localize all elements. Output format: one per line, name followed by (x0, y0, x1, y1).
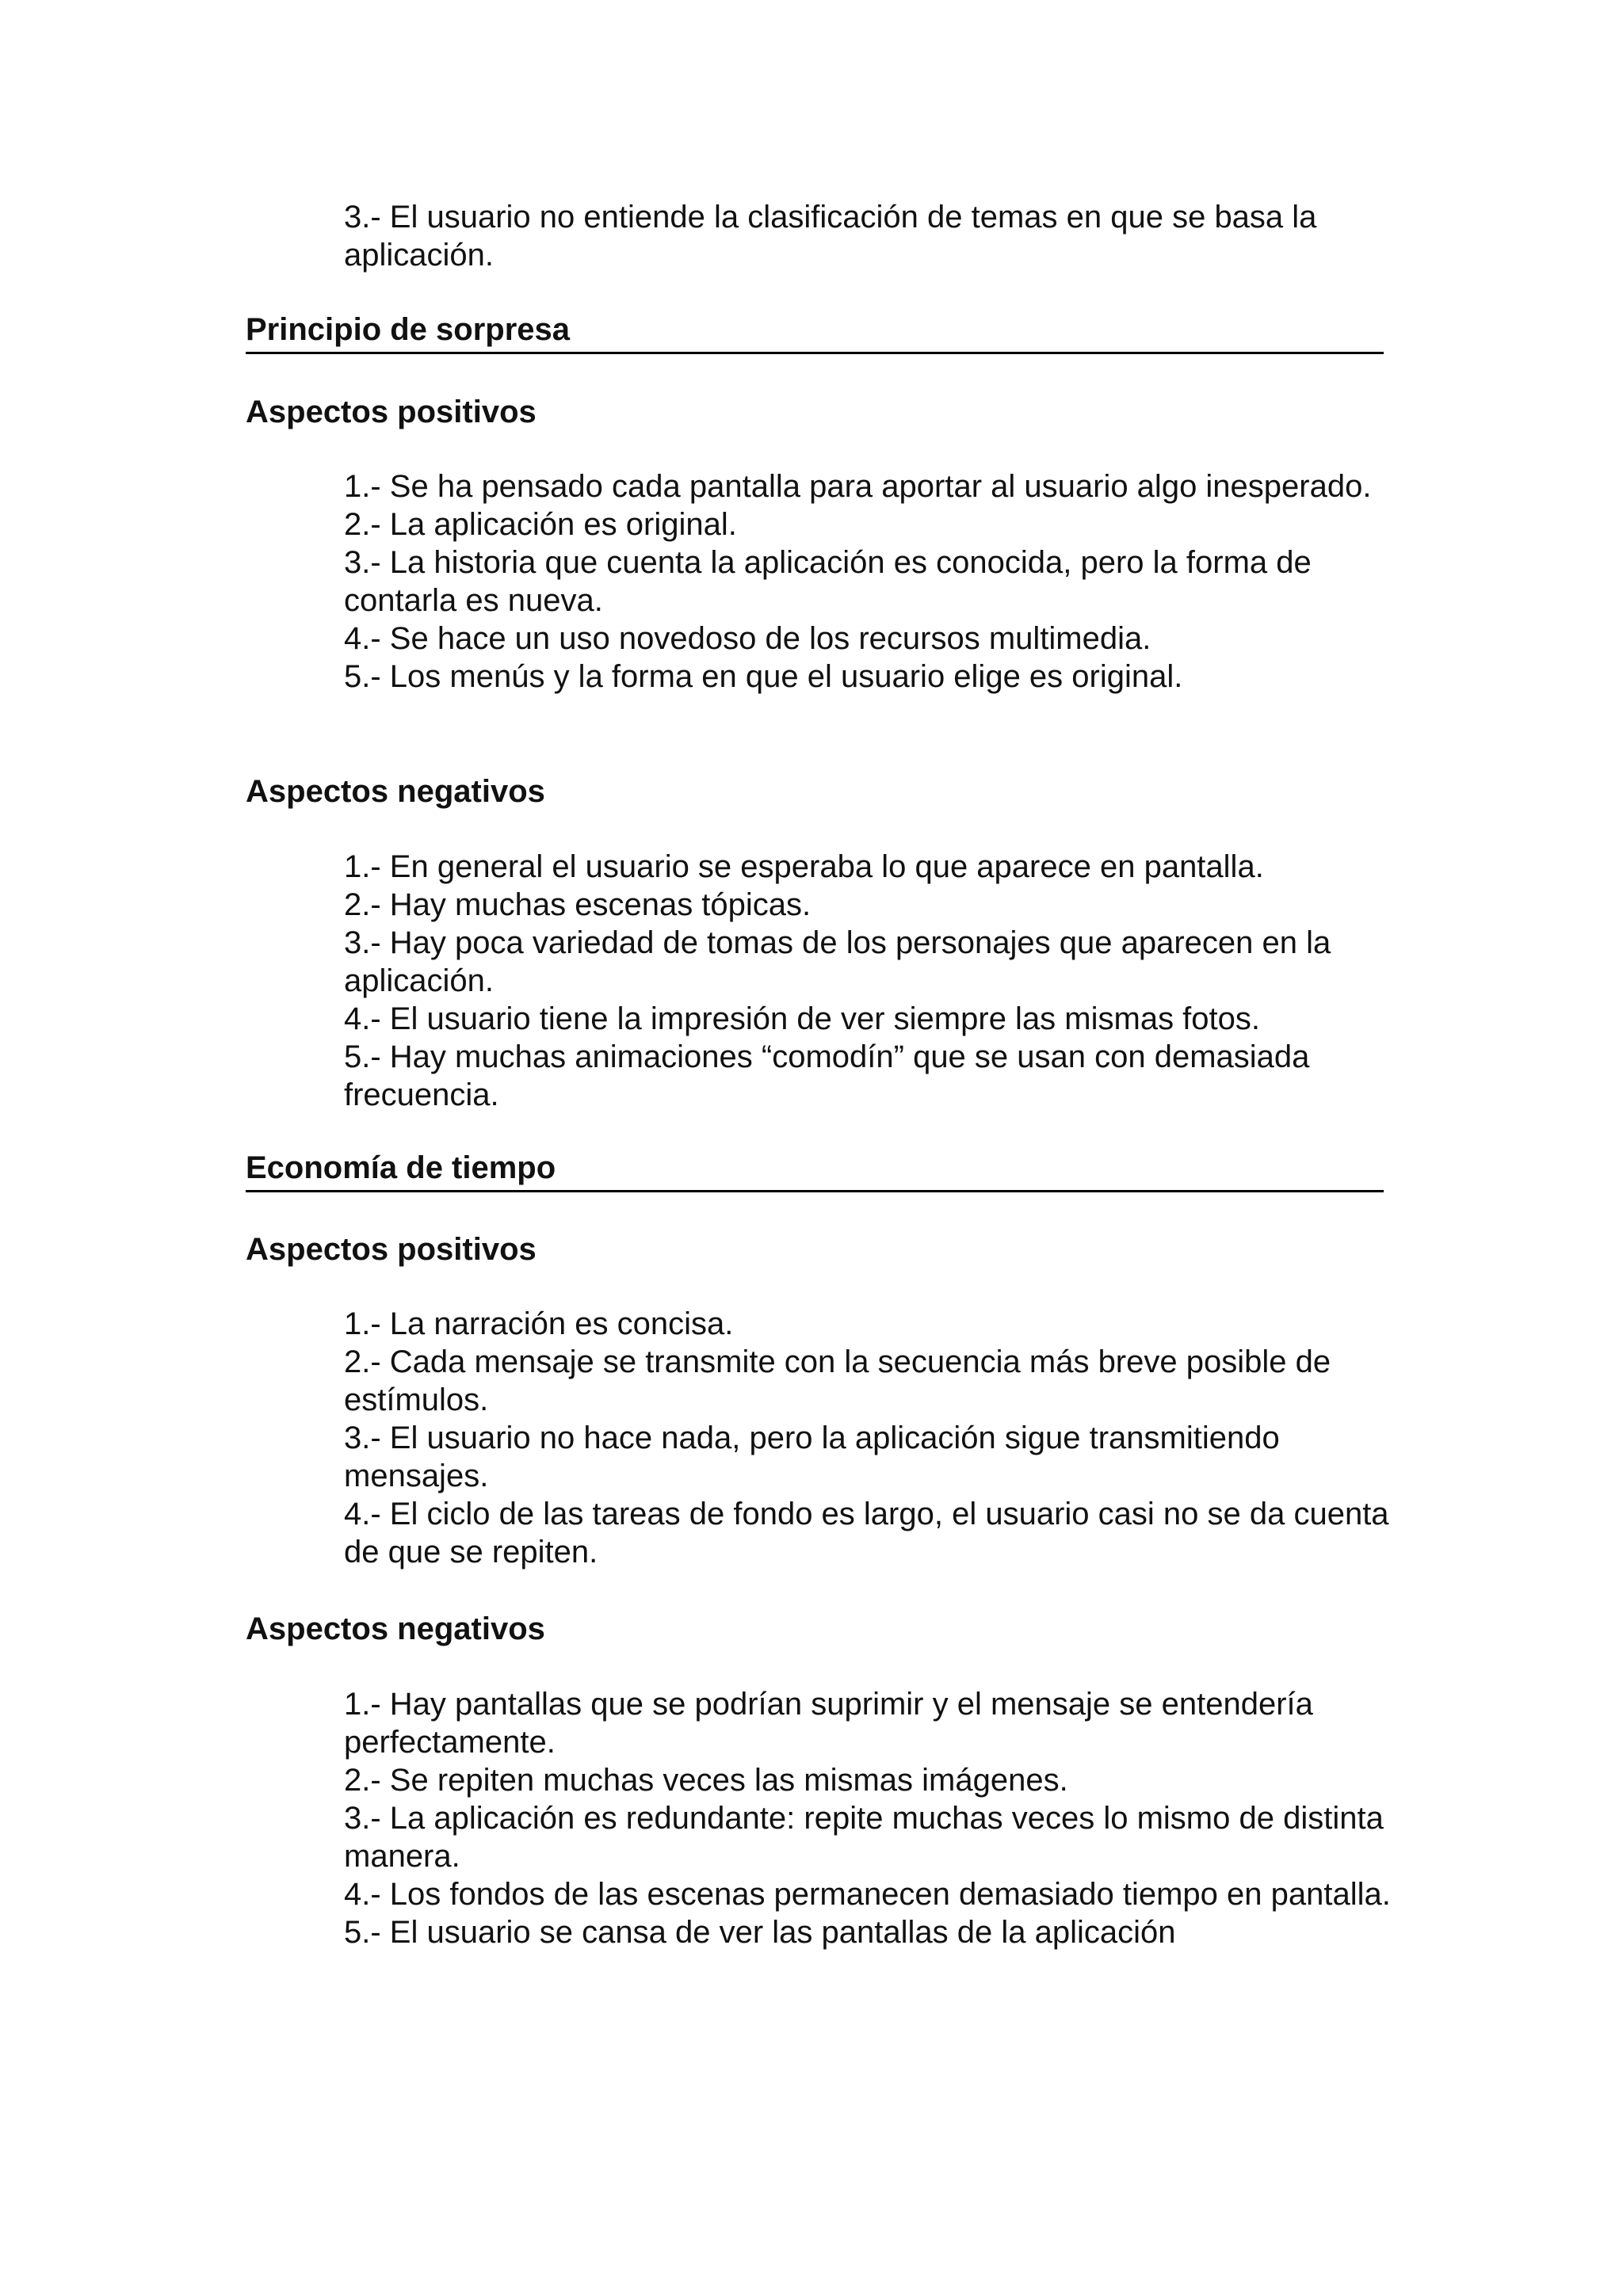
list-item: 3.- La historia que cuenta la aplicación es conocida, pero la forma de contarla es nueva. (344, 545, 1312, 618)
heading-negative-sorpresa: Aspectos negativos (246, 774, 545, 809)
list-positive-economia (344, 1305, 1398, 1571)
list-item: 2.- Hay muchas escenas tópicas. (344, 887, 812, 922)
list-item: 1.- La narración es concisa. (344, 1306, 734, 1341)
list-item: 4.- Los fondos de las escenas permanecen demasiado tiempo en pantalla. (344, 1877, 1391, 1912)
list-item: 2.- Cada mensaje se transmite con la secuencia más breve posible de estímulos. (344, 1344, 1331, 1417)
list-item: 1.- En general el usuario se esperaba lo que aparece en pantalla. (344, 849, 1264, 884)
section-title-economia: Economía de tiempo (246, 1149, 1384, 1192)
list-item: 3.- El usuario no entiende la clasificación de temas en que se basa la aplicación. (344, 200, 1317, 273)
list-item: 1.- Hay pantallas que se podrían suprimir y el mensaje se entendería perfectamente. (344, 1687, 1313, 1760)
intro-list (344, 198, 1398, 274)
list-item: 2.- Se repiten muchas veces las mismas imágenes. (344, 1763, 1068, 1798)
heading-positive-economia: Aspectos positivos (246, 1232, 537, 1267)
list-negative-sorpresa (344, 848, 1398, 1114)
list-item: 1.- Se ha pensado cada pantalla para aportar al usuario algo inesperado. (344, 469, 1372, 504)
list-negative-economia (344, 1685, 1398, 1951)
list-item: 5.- El usuario se cansa de ver las pantallas de la aplicación (344, 1915, 1176, 1950)
list-item: 3.- La aplicación es redundante: repite muchas veces lo mismo de distinta manera. (344, 1801, 1384, 1874)
list-item: 2.- La aplicación es original. (344, 507, 737, 542)
list-item: 4.- El ciclo de las tareas de fondo es largo, el usuario casi no se da cuenta de que se repiten. (344, 1497, 1389, 1569)
list-positive-sorpresa (344, 467, 1398, 696)
section-title-sorpresa: Principio de sorpresa (246, 311, 1384, 354)
list-item: 3.- Hay poca variedad de tomas de los personajes que aparecen en la aplicación. (344, 925, 1331, 998)
list-item: 4.- El usuario tiene la impresión de ver siempre las mismas fotos. (344, 1001, 1261, 1036)
list-item: 5.- Los menús y la forma en que el usuario elige es original. (344, 659, 1183, 694)
heading-positive-sorpresa: Aspectos positivos (246, 395, 537, 429)
list-item: 5.- Hay muchas animaciones “comodín” que se usan con demasiada frecuencia. (344, 1039, 1310, 1112)
heading-negative-economia: Aspectos negativos (246, 1611, 545, 1646)
list-item: 4.- Se hace un uso novedoso de los recursos multimedia. (344, 621, 1151, 656)
list-item: 3.- El usuario no hace nada, pero la aplicación sigue transmitiendo mensajes. (344, 1421, 1280, 1493)
